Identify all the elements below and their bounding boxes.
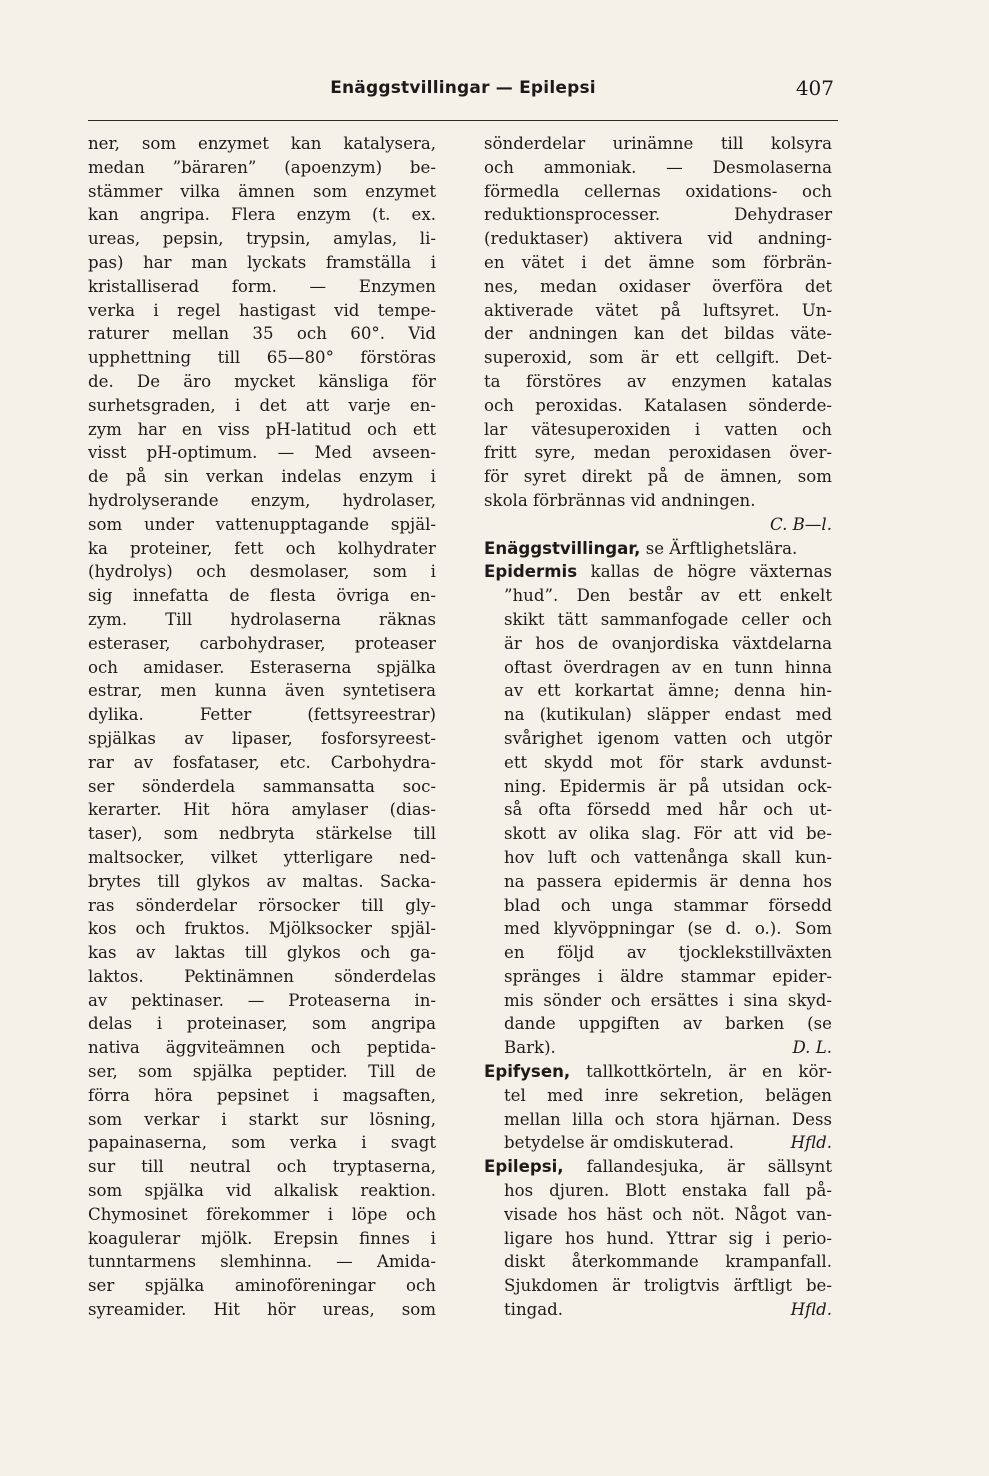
text-line: kerarter. Hit höra amylaser (dias- xyxy=(88,800,436,820)
signature: Hfld. xyxy=(790,1300,832,1320)
text-line: skola förbrännas vid andningen. xyxy=(484,490,756,510)
text-line: ser spjälka aminoföreningar och xyxy=(88,1276,436,1296)
text-line: kristalliserad form. — Enzymen xyxy=(88,276,436,296)
text-line: och amidaser. Esteraserna spjälka xyxy=(88,657,436,677)
text-line: zym. Till hydrolaserna räknas xyxy=(88,609,436,629)
text-line: dylika. Fetter (fettsyreestrar) xyxy=(88,705,436,725)
text-line: lar vätesuperoxiden i vatten och xyxy=(484,419,832,439)
text-line: (hydrolys) och desmolaser, som i xyxy=(88,562,436,582)
text-line: tingad. xyxy=(504,1300,564,1320)
entry-text: kallas de högre växternas xyxy=(577,562,832,582)
text-line: zym har en viss pH-latitud och ett xyxy=(88,419,436,439)
entry-epilepsi-term: Epilepsi, xyxy=(484,1157,564,1177)
text-line: av pektinaser. — Proteaserna in- xyxy=(88,990,436,1010)
signature: D. L. xyxy=(792,1038,832,1058)
text-line: ligare hos hund. Yttrar sig i perio- xyxy=(504,1228,832,1248)
text-line: esteraser, carbohydraser, proteaser xyxy=(88,633,436,653)
text-line: delas i proteinaser, som angripa xyxy=(88,1014,436,1034)
text-line: ta förstöres av enzymen katalas xyxy=(484,371,832,391)
text-line: superoxid, som är ett cellgift. Det- xyxy=(484,348,832,368)
text-line: pas) har man lyckats framställa i xyxy=(88,252,436,272)
text-line: na passera epidermis är denna hos xyxy=(504,871,832,891)
entry-enaggstvillingar-term: Enäggstvillingar, xyxy=(484,538,641,558)
text-line: spränges i äldre stammar epider- xyxy=(504,966,832,986)
text-line: ning. Epidermis är på utsidan ock- xyxy=(504,776,832,796)
text-line: ett skydd mot för stark avdunst- xyxy=(504,752,832,772)
text-line: förra höra pepsinet i magsaften, xyxy=(88,1085,436,1105)
entry-epilepsi-lastline xyxy=(484,1298,832,1322)
text-line: fritt syre, medan peroxidasen över- xyxy=(484,443,832,463)
text-line: ”hud”. Den består av ett enkelt xyxy=(504,586,832,606)
text-line: der andningen kan det bildas väte- xyxy=(484,324,832,344)
text-line: förmedla cellernas oxidations- och xyxy=(484,181,832,201)
text-line: sur till neutral och tryptaserna, xyxy=(88,1157,436,1177)
text-line: spjälkas av lipaser, fosforsyreest- xyxy=(88,728,436,748)
text-line: med klyvöppningar (se d. o.). Som xyxy=(504,919,832,939)
signature: C. B—l. xyxy=(769,514,832,534)
text-line: sönderdelar urinämne till kolsyra xyxy=(484,134,832,153)
text-line: oftast överdragen av en tunn hinna xyxy=(504,657,832,677)
text-line: kan angripa. Flera enzym (t. ex. xyxy=(88,205,436,225)
text-line: ureas, pepsin, trypsin, amylas, li- xyxy=(88,229,436,249)
text-line: betydelse är omdiskuterad. xyxy=(504,1133,735,1153)
text-line: visst pH-optimum. — Med avseen- xyxy=(88,443,436,463)
text-line: dande uppgiften av barken (se xyxy=(504,1014,832,1034)
text-line: reduktionsprocesser. Dehydraser xyxy=(484,205,832,225)
text-line: och ammoniak. — Desmolaserna xyxy=(484,157,832,177)
text-line: ner, som enzymet kan katalysera, xyxy=(88,134,436,153)
text-line: maltsocker, vilket ytterligare ned- xyxy=(88,847,436,867)
text-line: som spjälka vid alkalisk reaktion. xyxy=(88,1181,436,1201)
header-title: Enäggstvillingar — Epilepsi xyxy=(330,78,596,98)
signature: Hfld. xyxy=(790,1133,832,1153)
text-line: raturer mellan 35 och 60°. Vid xyxy=(88,324,436,344)
text-line: taser), som nedbryta stärkelse till xyxy=(88,824,436,844)
text-line: (reduktaser) aktivera vid andning- xyxy=(484,229,832,249)
text-line: ser, som spjälka peptider. Till de xyxy=(88,1062,436,1082)
text-line: visade hos häst och nöt. Något van- xyxy=(504,1204,832,1224)
text-line: syreamider. Hit hör ureas, som xyxy=(88,1300,436,1320)
entry-epifysen-lastline xyxy=(484,1131,832,1155)
entry-epidermis-headline xyxy=(484,560,832,584)
text-line: aktiverade vätet på luftsyret. Un- xyxy=(484,300,832,320)
text-line: Sjukdomen är troligtvis ärftligt be- xyxy=(504,1276,832,1296)
text-line: Bark). xyxy=(504,1038,556,1058)
entry-text: tallkottkörteln, är en kör- xyxy=(570,1062,832,1082)
text-line: svårighet igenom vatten och utgör xyxy=(504,728,832,748)
entry-epidermis-lastline xyxy=(484,1036,832,1060)
text-line: av ett korkartat ämne; denna hin- xyxy=(504,681,832,701)
entry-epidermis-term: Epidermis xyxy=(484,562,578,582)
text-line: mis sönder och ersättes i sina skyd- xyxy=(504,990,832,1010)
text-line: papainaserna, som verka i svagt xyxy=(88,1133,436,1153)
text-line: diskt återkommande krampanfall. xyxy=(504,1252,832,1272)
text-line: skikt tätt sammanfogade celler och xyxy=(504,609,832,629)
running-header xyxy=(88,78,838,106)
text-line: sig innefatta de flesta övriga en- xyxy=(88,586,436,606)
text-line: så ofta försedd med hår och ut- xyxy=(504,800,832,820)
text-line: verka i regel hastigast vid tempe- xyxy=(88,300,436,320)
text-line: rar av fosfataser, etc. Carbohydra- xyxy=(88,752,436,772)
text-line: som under vattenupptagande spjäl- xyxy=(88,514,436,534)
text-line: upphettning till 65—80° förstöras xyxy=(88,348,436,368)
entry-epifysen-headline xyxy=(484,1060,832,1084)
page-number: 407 xyxy=(795,76,834,100)
text-line: mellan lilla och stora hjärnan. Dess xyxy=(504,1109,832,1129)
text-line: de på sin verkan indelas enzym i xyxy=(88,467,436,487)
text-line: brytes till glykos av maltas. Sacka- xyxy=(88,871,436,891)
text-line: kas av laktas till glykos och ga- xyxy=(88,943,436,963)
entry-epilepsi-headline xyxy=(484,1155,832,1179)
text-line: för syret direkt på de ämnen, som xyxy=(484,467,832,487)
text-line: en följd av tjocklekstillväxten xyxy=(504,943,832,963)
text-line: ka proteiner, fett och kolhydrater xyxy=(88,538,436,558)
right-column xyxy=(484,132,832,1322)
text-line: nativa äggviteämnen och peptida- xyxy=(88,1038,436,1058)
text-line: na (kutikulan) släpper endast med xyxy=(504,705,832,725)
text-line: ser sönderdela sammansatta soc- xyxy=(88,776,436,796)
text-line: blad och unga stammar försedd xyxy=(504,895,832,915)
text-line: och peroxidas. Katalasen sönderde- xyxy=(484,395,832,415)
entry-epifysen-term: Epifysen, xyxy=(484,1062,571,1082)
text-line: är hos de ovanjordiska växtdelarna xyxy=(504,633,832,653)
text-line: surhetsgraden, i det att varje en- xyxy=(88,395,436,415)
text-line: estrar, men kunna även syntetisera xyxy=(88,681,436,701)
text-line: ras sönderdelar rörsocker till gly- xyxy=(88,895,436,915)
text-line: hydrolyserande enzym, hydrolaser, xyxy=(88,490,436,510)
entry-enaggstvillingar-headline xyxy=(484,537,832,561)
text-line: stämmer vilka ämnen som enzymet xyxy=(88,181,436,201)
text-line: hov luft och vattenånga skall kun- xyxy=(504,847,832,867)
entry-text: se Ärftlighetslära. xyxy=(640,538,798,558)
text-line: en vätet i det ämne som förbrän- xyxy=(484,252,832,272)
text-line: Chymosinet förekommer i löpe och xyxy=(88,1204,436,1224)
header-rule xyxy=(88,120,838,121)
text-line: laktos. Pektinämnen sönderdelas xyxy=(88,966,436,986)
text-line: de. De äro mycket känsliga för xyxy=(88,371,436,391)
entry-text: fallandesjuka, är sällsynt xyxy=(563,1157,832,1177)
text-line: skott av olika slag. För att vid be- xyxy=(504,824,832,844)
text-line: medan ”bäraren” (apoenzym) be- xyxy=(88,157,436,177)
text-line: hos djuren. Blott enstaka fall på- xyxy=(504,1181,832,1201)
text-line: tel med inre sekretion, belägen xyxy=(504,1085,832,1105)
text-line: nes, medan oxidaser överföra det xyxy=(484,276,832,296)
left-column xyxy=(88,132,436,1322)
text-line: tunntarmens slemhinna. — Amida- xyxy=(88,1252,436,1272)
text-line: kos och fruktos. Mjölksocker spjäl- xyxy=(88,919,436,939)
text-line: som verkar i starkt sur lösning, xyxy=(88,1109,436,1129)
text-line: koagulerar mjölk. Erepsin finnes i xyxy=(88,1228,436,1248)
